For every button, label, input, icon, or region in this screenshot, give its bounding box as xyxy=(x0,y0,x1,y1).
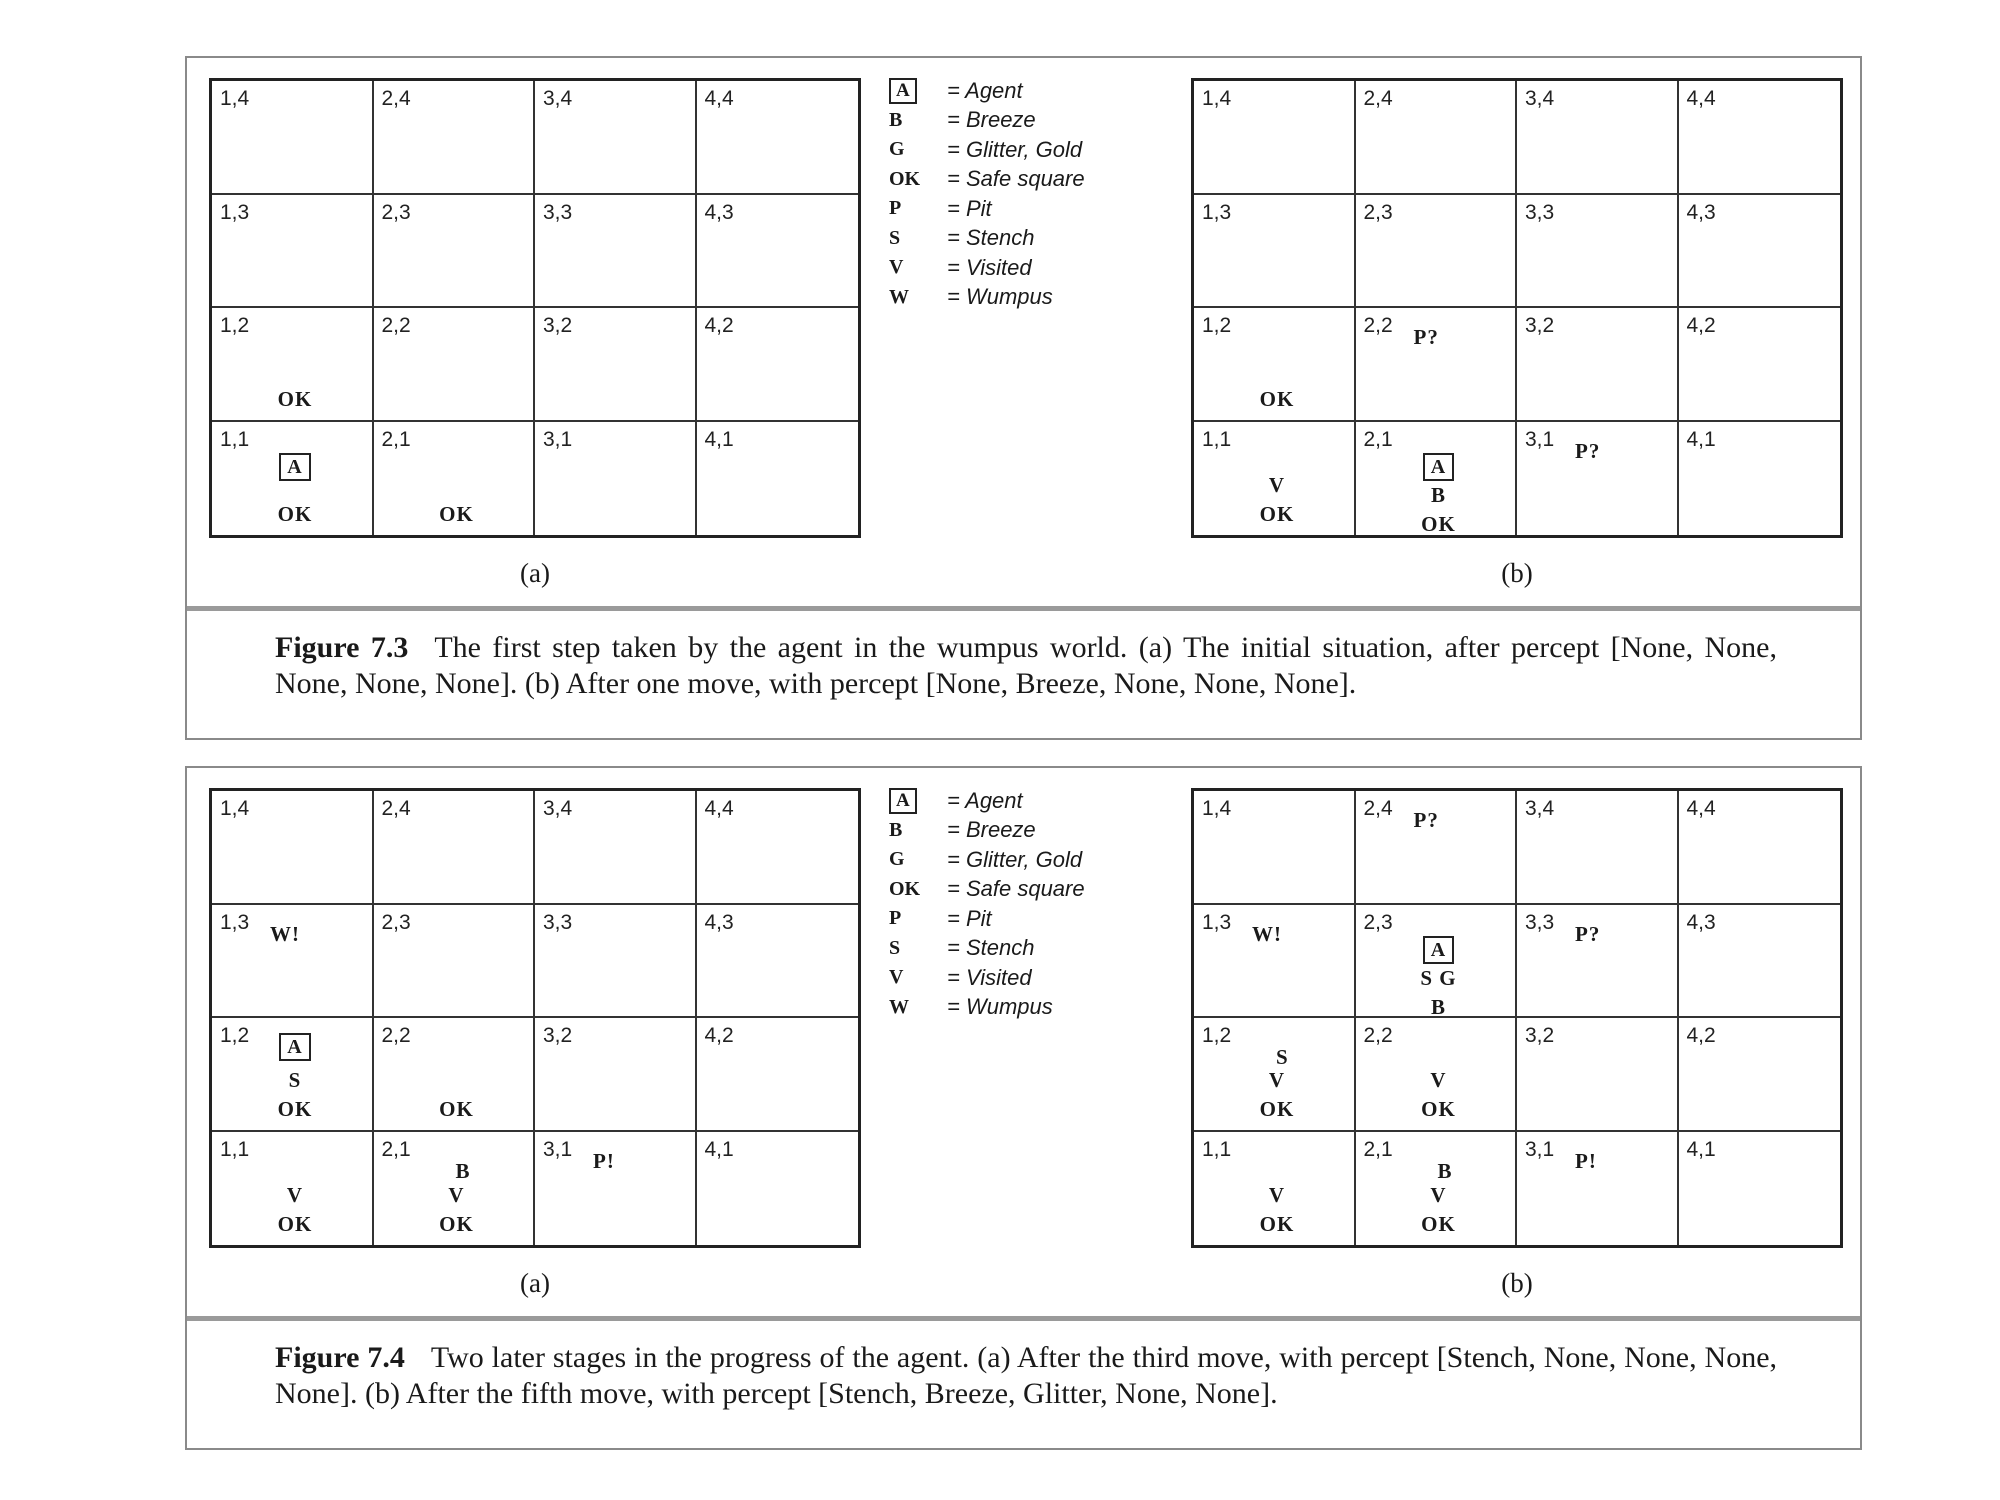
cell-marks xyxy=(1232,330,1348,414)
cell-tag: W! xyxy=(1252,921,1282,946)
cell-coordinate: 3,1 xyxy=(1525,427,1555,451)
cell-coordinate: 2,1 xyxy=(381,1137,411,1161)
legend-symbol: B xyxy=(889,818,903,841)
cell-marks xyxy=(1394,935,1510,1019)
cell-coordinate: 4,3 xyxy=(1686,200,1716,224)
cell-coordinate: 2,4 xyxy=(1363,797,1393,820)
legend-symbol: G xyxy=(889,848,905,871)
grid-cell-3-4 xyxy=(1517,791,1679,905)
figure-caption xyxy=(275,1340,1777,1412)
figure-7-3-panels xyxy=(187,58,1860,606)
legend-row xyxy=(889,934,1179,964)
legend-description: = Safe square xyxy=(947,166,1085,192)
cell-mark: V xyxy=(1268,1067,1286,1092)
sublabel-b: (b) xyxy=(1501,558,1533,588)
grid-cell-3-1 xyxy=(1517,1132,1679,1246)
grid-cell-3-4 xyxy=(535,81,697,195)
cell-coordinate: 4,4 xyxy=(704,797,734,820)
cell-mark: OK xyxy=(277,502,313,526)
legend-symbol: V xyxy=(889,966,904,989)
legend-row xyxy=(889,993,1179,1023)
grid-cell-2-3 xyxy=(374,905,536,1019)
grid-cell-4-1 xyxy=(1679,422,1841,536)
cell-coordinate: 4,1 xyxy=(704,1137,734,1161)
cell-marks xyxy=(412,1040,528,1124)
agent-marker xyxy=(1394,452,1484,481)
grid-cell-2-2 xyxy=(1356,308,1518,422)
cell-coordinate: 2,2 xyxy=(1363,1024,1393,1047)
agent-icon: A xyxy=(889,788,917,814)
cell-marks xyxy=(1555,927,1671,1011)
grid-cell-1-4 xyxy=(1194,81,1356,195)
grid-cell-1-2 xyxy=(212,308,374,422)
cell-mark: OK xyxy=(277,1096,313,1121)
grid-cell-1-4 xyxy=(1194,791,1356,905)
grid-cell-2-4 xyxy=(1356,81,1518,195)
cell-coordinate: 3,2 xyxy=(543,314,573,337)
grid-cell-2-2 xyxy=(374,308,536,422)
grid-cell-4-4 xyxy=(1679,791,1841,905)
legend-row xyxy=(889,224,1179,254)
cell-coordinate: 4,1 xyxy=(1686,427,1716,451)
legend-row xyxy=(889,963,1179,993)
agent-icon: A xyxy=(1423,936,1454,964)
grid-cell-4-3 xyxy=(1679,195,1841,309)
grid-cell-3-4 xyxy=(1517,81,1679,195)
cell-coordinate: 4,2 xyxy=(1686,314,1716,337)
cell-coordinate: 2,1 xyxy=(1363,1137,1393,1161)
cell-coordinate: 1,1 xyxy=(220,1137,250,1161)
legend-row xyxy=(889,135,1179,165)
cell-mark: OK xyxy=(1259,502,1295,526)
grid-cell-4-2 xyxy=(1679,1018,1841,1132)
grid-cell-4-4 xyxy=(697,791,859,905)
legend-symbol: P xyxy=(889,907,902,930)
cell-mark: S xyxy=(288,1067,302,1092)
legend-description: = Glitter, Gold xyxy=(947,136,1083,162)
legend-symbol: OK xyxy=(889,167,921,190)
cell-coordinate: 2,3 xyxy=(1363,200,1393,224)
cell-coordinate: 1,2 xyxy=(220,314,250,337)
cell-mark: OK xyxy=(1259,386,1295,411)
caption-text: Two later stages in the progress of the agent. (a) After the third move, with percept [Stench, None, None, None, None]. (b) After the fifth move, with percept [Stench, Breeze, Glitter, None, None]. xyxy=(275,1341,1778,1410)
grid-cell-3-1 xyxy=(1517,422,1679,536)
grid-cell-1-1 xyxy=(1194,1132,1356,1246)
cell-coordinate: 2,3 xyxy=(381,910,411,934)
wumpus-grid-b xyxy=(1191,78,1843,538)
cell-tag: P? xyxy=(1575,921,1601,946)
cell-mark: OK xyxy=(1421,511,1456,536)
cell-mark: OK xyxy=(1259,1212,1295,1236)
legend-symbol: W xyxy=(889,995,909,1018)
grid-cell-4-3 xyxy=(697,195,859,309)
legend-row xyxy=(889,283,1179,313)
agent-icon: A xyxy=(1423,453,1454,481)
cell-coordinate: 2,4 xyxy=(1363,87,1393,110)
grid-cell-1-3 xyxy=(1194,195,1356,309)
legend-symbol: G xyxy=(889,138,905,161)
cell-coordinate: 4,1 xyxy=(1686,1137,1716,1161)
grid-cell-3-2 xyxy=(535,1018,697,1132)
cell-coordinate: 3,1 xyxy=(1525,1137,1555,1161)
figure-caption xyxy=(275,630,1777,702)
cell-coordinate: 2,1 xyxy=(1363,427,1393,451)
cell-coordinate: 1,4 xyxy=(1202,797,1232,820)
cell-mark: OK xyxy=(439,502,474,526)
cell-marks xyxy=(1394,813,1510,897)
agent-marker xyxy=(250,1032,340,1061)
grid-cell-2-4 xyxy=(1356,791,1518,905)
cell-coordinate: 2,1 xyxy=(381,427,411,451)
divider xyxy=(187,1316,1860,1321)
cell-mark: B xyxy=(1430,994,1446,1019)
cell-coordinate: 2,3 xyxy=(381,200,411,224)
cell-coordinate: 1,1 xyxy=(1202,1137,1232,1161)
cell-mark: OK xyxy=(1421,1212,1456,1236)
cell-coordinate: 2,2 xyxy=(1363,314,1393,337)
cell-coordinate: 3,4 xyxy=(1525,797,1555,820)
cell-coordinate: 1,4 xyxy=(220,797,250,820)
cell-mark: B xyxy=(1430,482,1446,507)
grid-cell-1-2 xyxy=(1194,308,1356,422)
figure-label: Figure 7.4 xyxy=(275,1341,405,1374)
cell-tag: P! xyxy=(593,1148,615,1173)
cell-marks xyxy=(250,927,366,1011)
cell-coordinate: 3,1 xyxy=(543,427,573,451)
grid-cell-2-1 xyxy=(1356,1132,1518,1246)
grid-cell-2-3 xyxy=(1356,905,1518,1019)
cell-coordinate: 4,3 xyxy=(704,200,734,224)
agent-marker xyxy=(1394,935,1484,964)
legend-description: = Visited xyxy=(947,254,1032,280)
grid-cell-2-1 xyxy=(374,422,536,536)
legend-row xyxy=(889,194,1179,224)
cell-mark: V xyxy=(286,1183,304,1207)
cell-coordinate: 4,4 xyxy=(704,87,734,110)
cell-coordinate: 1,4 xyxy=(220,87,250,110)
legend-description: = Safe square xyxy=(947,876,1085,902)
cell-coordinate: 4,4 xyxy=(1686,87,1716,110)
cell-marks xyxy=(1232,1154,1348,1240)
cell-tag: P? xyxy=(1413,325,1439,349)
legend-description: = Stench xyxy=(947,935,1035,961)
legend-row xyxy=(889,904,1179,934)
cell-mark: V xyxy=(1430,1067,1447,1092)
legend-symbol: V xyxy=(889,256,904,279)
cell-coordinate: 1,3 xyxy=(220,910,250,934)
agent-icon: A xyxy=(279,453,310,481)
grid-cell-2-2 xyxy=(1356,1018,1518,1132)
cell-marks xyxy=(1232,444,1348,530)
cell-marks xyxy=(1394,1040,1510,1124)
grid-cell-4-4 xyxy=(697,81,859,195)
legend-row xyxy=(889,165,1179,195)
legend-description: = Wumpus xyxy=(947,994,1053,1020)
cell-tag: W! xyxy=(270,921,300,946)
legend-symbol: S xyxy=(889,226,901,249)
cell-coordinate: 3,4 xyxy=(543,87,573,110)
grid-cell-2-3 xyxy=(374,195,536,309)
legend-description: = Pit xyxy=(947,195,992,221)
cell-mark: OK xyxy=(1259,1096,1295,1121)
figure-7-4 xyxy=(185,766,1862,1450)
grid-cell-1-2 xyxy=(1194,1018,1356,1132)
cell-coordinate: 3,1 xyxy=(543,1137,573,1161)
cell-marks xyxy=(250,330,366,414)
legend xyxy=(889,76,1179,312)
cell-coordinate: 3,4 xyxy=(543,797,573,820)
cell-marks xyxy=(250,452,366,530)
cell-coordinate: 2,3 xyxy=(1363,910,1393,934)
grid-cell-4-3 xyxy=(1679,905,1841,1019)
legend-row xyxy=(889,845,1179,875)
grid-cell-4-2 xyxy=(697,308,859,422)
cell-tag: P? xyxy=(1413,808,1439,832)
cell-coordinate: 1,1 xyxy=(1202,427,1232,451)
grid-cell-2-3 xyxy=(1356,195,1518,309)
cell-coordinate: 3,3 xyxy=(1525,910,1555,934)
cell-coordinate: 4,4 xyxy=(1686,797,1716,820)
legend-description: = Pit xyxy=(947,905,992,931)
cell-tag: B xyxy=(455,1158,471,1183)
cell-coordinate: 1,2 xyxy=(1202,1024,1232,1047)
cell-coordinate: 1,3 xyxy=(1202,200,1232,224)
grid-cell-1-3 xyxy=(212,195,374,309)
cell-coordinate: 1,2 xyxy=(1202,314,1232,337)
grid-cell-3-2 xyxy=(1517,308,1679,422)
grid-cell-3-1 xyxy=(535,1132,697,1246)
cell-coordinate: 4,2 xyxy=(1686,1024,1716,1047)
grid-cell-4-4 xyxy=(1679,81,1841,195)
cell-coordinate: 2,4 xyxy=(381,797,411,820)
grid-cell-4-1 xyxy=(697,422,859,536)
sublabel-b: (b) xyxy=(1501,1268,1533,1298)
cell-mark: V xyxy=(1268,473,1286,497)
cell-coordinate: 1,3 xyxy=(1202,910,1232,934)
cell-marks xyxy=(250,1032,366,1124)
cell-marks xyxy=(1555,1154,1671,1240)
cell-coordinate: 4,1 xyxy=(704,427,734,451)
cell-coordinate: 3,2 xyxy=(1525,314,1555,337)
cell-coordinate: 3,3 xyxy=(543,910,573,934)
cell-tag: B xyxy=(1437,1158,1453,1183)
legend-description: = Wumpus xyxy=(947,284,1053,310)
grid-cell-4-2 xyxy=(697,1018,859,1132)
cell-mark: V xyxy=(1268,1183,1286,1207)
grid-cell-4-1 xyxy=(1679,1132,1841,1246)
cell-coordinate: 4,2 xyxy=(704,314,734,337)
agent-icon: A xyxy=(889,78,917,104)
cell-coordinate: 3,2 xyxy=(1525,1024,1555,1047)
legend-row xyxy=(889,76,1179,106)
cell-marks xyxy=(1232,927,1348,1011)
grid-cell-3-2 xyxy=(1517,1018,1679,1132)
wumpus-grid-a xyxy=(209,78,861,538)
grid-cell-1-4 xyxy=(212,791,374,905)
grid-cell-2-4 xyxy=(374,791,536,905)
cell-coordinate: 2,2 xyxy=(381,1024,411,1047)
cell-marks xyxy=(1555,444,1671,530)
cell-coordinate: 2,2 xyxy=(381,314,411,337)
cell-marks xyxy=(250,1154,366,1240)
legend-symbol: B xyxy=(889,108,903,131)
grid-cell-3-3 xyxy=(1517,195,1679,309)
cell-mark: V xyxy=(448,1183,465,1207)
legend xyxy=(889,786,1179,1022)
grid-cell-4-1 xyxy=(697,1132,859,1246)
agent-icon: A xyxy=(279,1033,310,1061)
legend-description: = Stench xyxy=(947,225,1035,251)
cell-marks xyxy=(1232,1040,1348,1124)
cell-coordinate: 1,1 xyxy=(220,427,250,451)
grid-cell-2-1 xyxy=(1356,422,1518,536)
divider xyxy=(187,606,1860,611)
grid-cell-3-1 xyxy=(535,422,697,536)
legend-row xyxy=(889,786,1179,816)
figure-7-4-panels xyxy=(187,768,1860,1316)
legend-row xyxy=(889,253,1179,283)
legend-symbol: P xyxy=(889,197,902,220)
cell-coordinate: 2,4 xyxy=(381,87,411,110)
legend-description: = Breeze xyxy=(947,817,1036,843)
legend-symbol: W xyxy=(889,285,909,308)
legend-row xyxy=(889,106,1179,136)
cell-tag: P! xyxy=(1575,1148,1597,1173)
grid-cell-4-2 xyxy=(1679,308,1841,422)
cell-mark: OK xyxy=(277,386,313,411)
legend-description: = Glitter, Gold xyxy=(947,846,1083,872)
cell-marks xyxy=(573,1154,689,1240)
cell-coordinate: 3,3 xyxy=(1525,200,1555,224)
grid-cell-4-3 xyxy=(697,905,859,1019)
cell-mark: OK xyxy=(277,1212,313,1236)
wumpus-grid-b xyxy=(1191,788,1843,1248)
wumpus-grid-a xyxy=(209,788,861,1248)
cell-mark: OK xyxy=(439,1212,474,1236)
grid-cell-1-4 xyxy=(212,81,374,195)
grid-cell-3-3 xyxy=(535,195,697,309)
grid-cell-1-3 xyxy=(212,905,374,1019)
figure-label: Figure 7.3 xyxy=(275,631,409,664)
grid-cell-1-1 xyxy=(1194,422,1356,536)
grid-cell-2-4 xyxy=(374,81,536,195)
cell-marks xyxy=(1394,330,1510,414)
cell-coordinate: 4,3 xyxy=(1686,910,1716,934)
cell-tag: P? xyxy=(1575,438,1601,463)
legend-description: = Visited xyxy=(947,964,1032,990)
cell-coordinate: 3,4 xyxy=(1525,87,1555,110)
cell-mark: OK xyxy=(1421,1096,1456,1121)
legend-description: = Agent xyxy=(947,77,1023,103)
cell-marks xyxy=(412,444,528,530)
grid-cell-2-1 xyxy=(374,1132,536,1246)
legend-symbol: OK xyxy=(889,877,921,900)
legend-symbol: S xyxy=(889,936,901,959)
grid-cell-1-1 xyxy=(212,422,374,536)
legend-row xyxy=(889,875,1179,905)
cell-coordinate: 4,3 xyxy=(704,910,734,934)
cell-coordinate: 3,2 xyxy=(543,1024,573,1047)
cell-coordinate: 1,3 xyxy=(220,200,250,224)
legend-row xyxy=(889,816,1179,846)
grid-cell-1-3 xyxy=(1194,905,1356,1019)
legend-description: = Agent xyxy=(947,787,1023,813)
legend-symbol xyxy=(889,78,947,104)
cell-coordinate: 1,2 xyxy=(220,1024,250,1047)
grid-cell-3-3 xyxy=(1517,905,1679,1019)
legend-description: = Breeze xyxy=(947,107,1036,133)
cell-mark: OK xyxy=(439,1096,474,1121)
grid-cell-3-2 xyxy=(535,308,697,422)
cell-coordinate: 4,2 xyxy=(704,1024,734,1047)
sublabel-a: (a) xyxy=(520,1268,550,1298)
cell-marks xyxy=(1394,1154,1510,1240)
cell-coordinate: 1,4 xyxy=(1202,87,1232,110)
grid-cell-3-4 xyxy=(535,791,697,905)
cell-coordinate: 3,3 xyxy=(543,200,573,224)
caption-text: The first step taken by the agent in the wumpus world. (a) The initial situation, after percept [None, None, None, None, None]. (b) After one move, with percept [None, Breeze, None, None, None]. xyxy=(275,631,1777,700)
grid-cell-1-1 xyxy=(212,1132,374,1246)
grid-cell-2-2 xyxy=(374,1018,536,1132)
legend-symbol xyxy=(889,788,947,814)
grid-cell-3-3 xyxy=(535,905,697,1019)
cell-mark: S G xyxy=(1420,965,1457,990)
sublabel-a: (a) xyxy=(520,558,550,588)
agent-marker xyxy=(250,452,340,481)
cell-mark: V xyxy=(1430,1183,1447,1207)
cell-marks xyxy=(1394,452,1510,536)
cell-tag: S xyxy=(1276,1045,1289,1069)
cell-marks xyxy=(412,1154,528,1240)
grid-cell-1-2 xyxy=(212,1018,374,1132)
figure-7-3 xyxy=(185,56,1862,740)
